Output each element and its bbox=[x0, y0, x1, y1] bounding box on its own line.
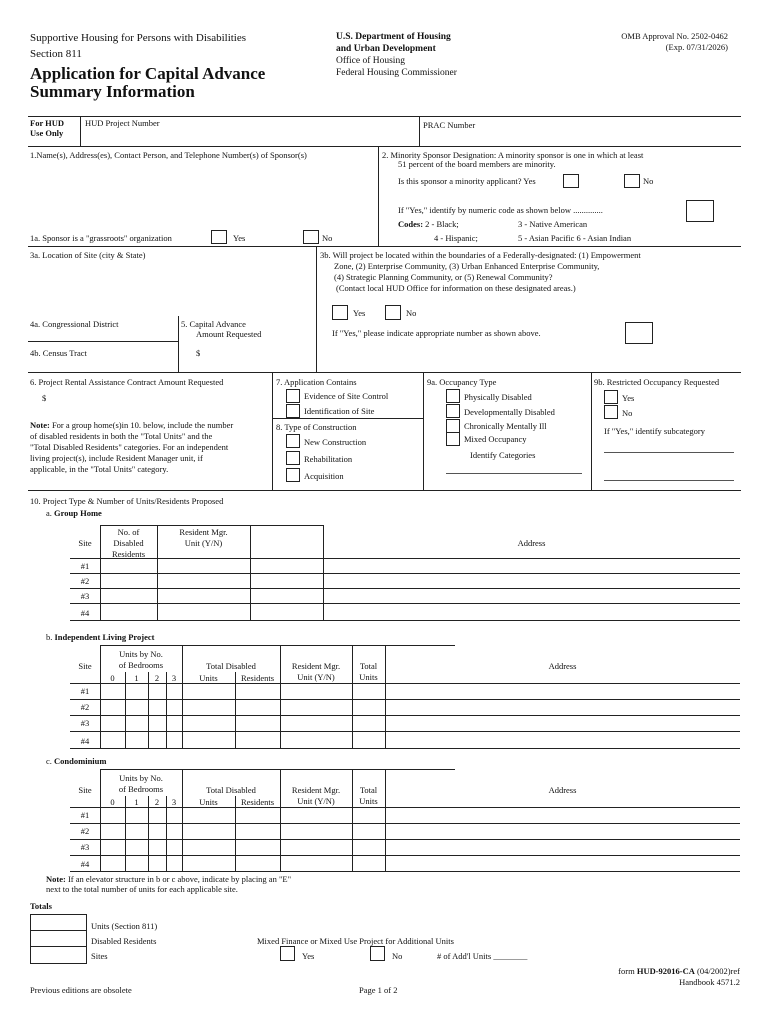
prac-amount-label: 6. Project Rental Assistance Contract Amount Requested bbox=[30, 377, 224, 387]
identify-categories-label: Identify Categories bbox=[470, 450, 536, 460]
il-site-header: Site bbox=[78, 661, 92, 671]
fed-zone-if-yes: If "Yes," please indicate appropriate number as shown above. bbox=[332, 328, 541, 338]
co-bed-3: 3 bbox=[171, 797, 177, 807]
hud-use-label-2: Use Only bbox=[30, 128, 64, 138]
total-units-label: Units (Section 811) bbox=[91, 921, 158, 931]
agency-commissioner: Federal Housing Commissioner bbox=[336, 68, 457, 78]
new-construction-label: New Construction bbox=[304, 437, 367, 447]
minority-no-label: No bbox=[643, 176, 654, 186]
hud-project-number-label: HUD Project Number bbox=[85, 118, 160, 128]
fed-zone-line4: (Contact local HUD Office for information on these designated areas.) bbox=[336, 283, 576, 293]
co-bed-0: 0 bbox=[110, 797, 115, 807]
page-number: Page 1 of 2 bbox=[359, 985, 398, 995]
fed-zone-no-checkbox[interactable] bbox=[385, 305, 401, 320]
co-bedrooms-header: Units by No. of Bedrooms bbox=[118, 773, 164, 794]
program-name: Supportive Housing for Persons with Disabilities bbox=[30, 32, 247, 44]
il-row-3: #3 bbox=[80, 718, 90, 728]
agency-name-2: and Urban Development bbox=[336, 44, 436, 54]
totals-boxes bbox=[30, 914, 87, 964]
condominium-table bbox=[70, 769, 740, 871]
fed-zone-line1: 3b. Will project be located within the boundaries of a Federally-designated: (1) Empowerment bbox=[320, 250, 641, 260]
il-residents-header: Residents bbox=[240, 673, 275, 683]
subcategory-line-1[interactable] bbox=[604, 452, 734, 453]
program-section: Section 811 bbox=[30, 48, 82, 60]
fed-zone-line2: Zone, (2) Enterprise Community, (3) Urban Enhanced Enterprise Community, bbox=[334, 261, 600, 271]
form-title-line2: Summary Information bbox=[30, 82, 195, 101]
restricted-no-label: No bbox=[622, 408, 633, 418]
il-total-units-header: Total Units bbox=[359, 661, 378, 682]
gh-row-2: #2 bbox=[80, 576, 90, 586]
il-resmgr-header: Resident Mgr. Unit (Y/N) bbox=[291, 661, 341, 682]
handbook-number: Handbook 4571.2 bbox=[679, 977, 740, 987]
agency-name: U.S. Department of Housing bbox=[336, 32, 451, 42]
minority-applicant-question: Is this sponsor a minority applicant? Yes bbox=[398, 176, 536, 186]
physically-disabled-label: Physically Disabled bbox=[464, 392, 532, 402]
mixed-no-label: No bbox=[392, 951, 403, 961]
minority-yes-checkbox[interactable] bbox=[563, 174, 579, 188]
capital-advance-dollar: $ bbox=[196, 348, 201, 358]
acquisition-label: Acquisition bbox=[304, 471, 344, 481]
mixed-finance-label: Mixed Finance or Mixed Use Project for Additional Units bbox=[257, 936, 454, 946]
minority-sponsor-line2: 51 percent of the board members are minority. bbox=[398, 159, 556, 169]
independent-living-heading: b. Independent Living Project bbox=[46, 632, 155, 642]
fed-zone-line3: (4) Strategic Planning Community, or (5) Renewal Community? bbox=[334, 272, 553, 282]
site-identification-checkbox[interactable] bbox=[286, 404, 300, 418]
prac-amount-dollar: $ bbox=[42, 393, 47, 403]
elevator-note-2: next to the total number of units for each applicable site. bbox=[46, 884, 238, 894]
minority-code-input[interactable] bbox=[686, 200, 714, 222]
gh-address-header: Address bbox=[517, 538, 546, 548]
fed-zone-yes-label: Yes bbox=[353, 308, 366, 318]
totals-heading: Totals bbox=[30, 901, 52, 911]
developmentally-disabled-label: Developmentally Disabled bbox=[464, 407, 555, 417]
minority-no-checkbox[interactable] bbox=[624, 174, 640, 188]
mixed-occupancy-label: Mixed Occupancy bbox=[464, 434, 527, 444]
fed-zone-yes-checkbox[interactable] bbox=[332, 305, 348, 320]
elevator-note: Note: If an elevator structure in b or c above, indicate by placing an "E" bbox=[46, 874, 292, 884]
total-disabled-input[interactable] bbox=[30, 930, 87, 947]
il-bed-1: 1 bbox=[134, 673, 139, 683]
capital-advance-label-2: Amount Requested bbox=[196, 329, 262, 339]
gh-resmgr-header: Resident Mgr. Unit (Y/N) bbox=[179, 527, 228, 548]
mixed-yes-label: Yes bbox=[302, 951, 315, 961]
co-row-4: #4 bbox=[80, 859, 90, 869]
restricted-yes-label: Yes bbox=[622, 393, 635, 403]
co-bed-1: 1 bbox=[134, 797, 139, 807]
form-number: form HUD-92016-CA (04/2002)ref bbox=[618, 966, 740, 976]
congressional-district-label: 4a. Congressional District bbox=[30, 319, 119, 329]
additional-units-field[interactable]: # of Add'l Units ________ bbox=[437, 951, 528, 961]
grassroots-label: 1a. Sponsor is a "grassroots" organization bbox=[30, 233, 172, 243]
condominium-heading: c. Condominium bbox=[46, 756, 107, 766]
form-title-line1: Application for Capital Advance bbox=[30, 64, 266, 83]
grassroots-no-checkbox[interactable] bbox=[303, 230, 319, 244]
total-sites-input[interactable] bbox=[30, 946, 87, 964]
construction-type-label: 8. Type of Construction bbox=[276, 422, 357, 432]
group-home-note: Note: For a group home(s)in 10. below, include the number of disabled residents in both the "Total Units" and the "Total Disabled Residents" categories. For an independent living project(s), include Resident Manager unit, if applicable, in the "Total Units" category. bbox=[30, 420, 234, 474]
il-row-2: #2 bbox=[80, 702, 90, 712]
project-type-label: 10. Project Type & Number of Units/Residents Proposed bbox=[30, 496, 224, 506]
il-row-4: #4 bbox=[80, 736, 90, 746]
site-identification-label: Identification of Site bbox=[304, 406, 375, 416]
gh-row-1: #1 bbox=[80, 561, 90, 571]
il-bed-2: 2 bbox=[154, 673, 160, 683]
rehabilitation-checkbox[interactable] bbox=[286, 451, 300, 465]
co-resmgr-header: Resident Mgr. Unit (Y/N) bbox=[291, 785, 341, 806]
agency-office: Office of Housing bbox=[336, 56, 405, 66]
group-home-heading: a. Group Home bbox=[46, 508, 102, 518]
minority-sponsor-line1: 2. Minority Sponsor Designation: A minority sponsor is one in which at least bbox=[382, 150, 644, 160]
codes-label: Codes: 2 - Black; bbox=[398, 219, 459, 229]
mentally-ill-checkbox[interactable] bbox=[446, 419, 460, 433]
new-construction-checkbox[interactable] bbox=[286, 434, 300, 448]
gh-row-3: #3 bbox=[80, 591, 90, 601]
il-units-header: Units bbox=[199, 673, 218, 683]
co-total-units-header: Total Units bbox=[359, 785, 378, 806]
subcategory-line-2[interactable] bbox=[604, 480, 734, 481]
total-sites-label: Sites bbox=[91, 951, 108, 961]
site-location-label: 3a. Location of Site (city & State) bbox=[30, 250, 146, 260]
minority-code-instruction: If "Yes," identify by numeric code as shown below .............. bbox=[398, 205, 603, 215]
independent-living-table bbox=[70, 645, 740, 748]
co-units-header: Units bbox=[199, 797, 218, 807]
capital-advance-label: 5. Capital Advance bbox=[181, 319, 246, 329]
mixed-occupancy-checkbox[interactable] bbox=[446, 432, 460, 446]
co-bed-2: 2 bbox=[154, 797, 160, 807]
acquisition-checkbox[interactable] bbox=[286, 468, 300, 482]
application-contains-label: 7. Application Contains bbox=[276, 377, 357, 387]
il-total-disabled-header: Total Disabled bbox=[206, 661, 256, 671]
gh-disabled-header: No. of Disabled Residents bbox=[111, 527, 146, 559]
co-total-disabled-header: Total Disabled bbox=[206, 785, 256, 795]
fed-zone-no-label: No bbox=[406, 308, 417, 318]
omb-approval: OMB Approval No. 2502-0462 bbox=[621, 31, 728, 41]
fed-zone-number-input[interactable] bbox=[625, 322, 653, 344]
co-row-1: #1 bbox=[80, 810, 90, 820]
omb-expiration: (Exp. 07/31/2026) bbox=[665, 42, 728, 52]
il-bed-3: 3 bbox=[171, 673, 177, 683]
sponsor-info-label: 1.Name(s), Address(es), Contact Person, and Telephone Number(s) of Sponsor(s) bbox=[30, 150, 307, 160]
co-row-2: #2 bbox=[80, 826, 90, 836]
il-address-header: Address bbox=[548, 661, 577, 671]
co-residents-header: Residents bbox=[240, 797, 275, 807]
co-site-header: Site bbox=[78, 785, 92, 795]
previous-editions-note: Previous editions are obsolete bbox=[30, 985, 132, 995]
group-home-table bbox=[70, 525, 740, 620]
il-bed-0: 0 bbox=[110, 673, 115, 683]
code-5-6: 5 - Asian Pacific 6 - Asian Indian bbox=[518, 233, 632, 243]
code-4: 4 - Hispanic; bbox=[434, 233, 478, 243]
restricted-occupancy-label: 9b. Restricted Occupancy Requested bbox=[594, 377, 720, 387]
gh-site-header: Site bbox=[78, 538, 92, 548]
il-bedrooms-header: Units by No. of Bedrooms bbox=[118, 649, 164, 670]
developmentally-disabled-checkbox[interactable] bbox=[446, 404, 460, 418]
identify-categories-line[interactable] bbox=[446, 473, 582, 474]
co-address-header: Address bbox=[548, 785, 577, 795]
site-control-checkbox[interactable] bbox=[286, 389, 300, 403]
mixed-yes-checkbox[interactable] bbox=[280, 946, 295, 961]
gh-row-4: #4 bbox=[80, 608, 90, 618]
grassroots-yes-label: Yes bbox=[233, 233, 246, 243]
grassroots-yes-checkbox[interactable] bbox=[211, 230, 227, 244]
code-3: 3 - Native American bbox=[518, 219, 588, 229]
mixed-no-checkbox[interactable] bbox=[370, 946, 385, 961]
hud-use-label: For HUD bbox=[30, 118, 65, 128]
restricted-no-checkbox[interactable] bbox=[604, 405, 618, 419]
il-row-1: #1 bbox=[80, 686, 90, 696]
prac-number-label: PRAC Number bbox=[423, 120, 476, 130]
total-disabled-label: Disabled Residents bbox=[91, 936, 157, 946]
restricted-if-yes: If "Yes," identify subcategory bbox=[604, 426, 705, 436]
co-row-3: #3 bbox=[80, 842, 90, 852]
census-tract-label: 4b. Census Tract bbox=[30, 348, 87, 358]
site-control-label: Evidence of Site Control bbox=[304, 391, 389, 401]
grassroots-no-label: No bbox=[322, 233, 333, 243]
restricted-yes-checkbox[interactable] bbox=[604, 390, 618, 404]
total-units-input[interactable] bbox=[30, 914, 87, 931]
occupancy-type-label: 9a. Occupancy Type bbox=[427, 377, 497, 387]
mentally-ill-label: Chronically Mentally Ill bbox=[464, 421, 547, 431]
physically-disabled-checkbox[interactable] bbox=[446, 389, 460, 403]
rehabilitation-label: Rehabilitation bbox=[304, 454, 353, 464]
